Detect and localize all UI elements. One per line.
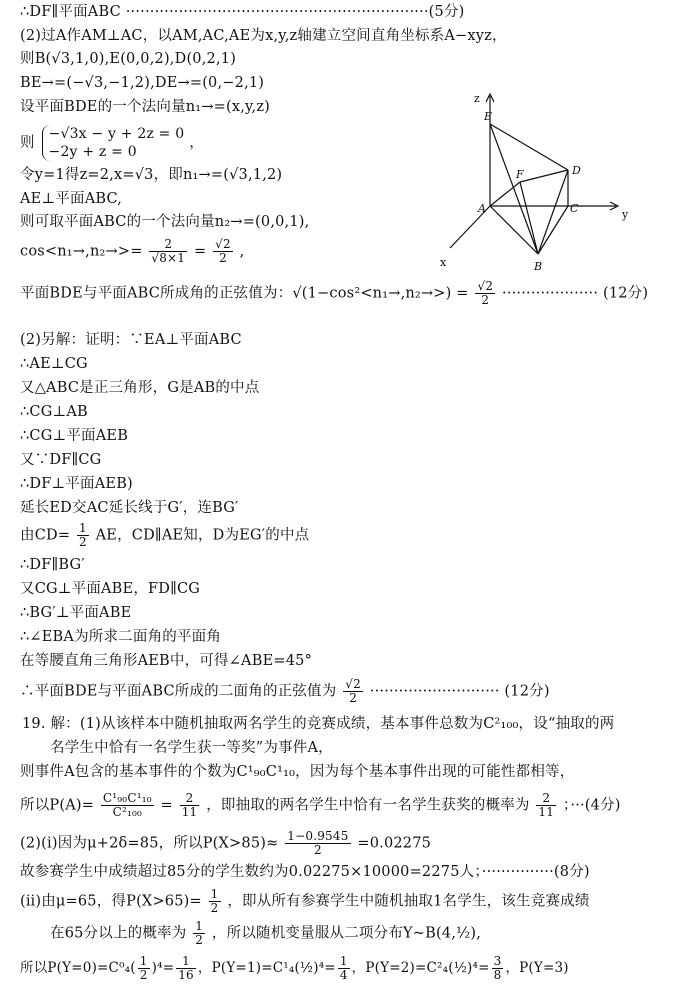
fraction <box>193 920 205 947</box>
text-line: 又CG⊥平面ABE，FD∥CG <box>20 581 201 597</box>
text-line: AE⊥平面ABC, <box>20 191 123 207</box>
fraction-num: 2 <box>536 792 556 806</box>
text-line: ∴BG′⊥平面ABE <box>20 605 132 621</box>
text-line: 设平面BDE的一个法向量n₁→=(x,y,z) <box>20 99 271 115</box>
text-line: 又△ABC是正三角形，G是AB的中点 <box>20 380 260 396</box>
cos-prefix: cos<n₁→,n₂→>= <box>20 243 143 260</box>
fraction <box>343 678 363 705</box>
sin-prefix: 平面BDE与平面ABC所成角的正弦值为：√(1−cos²<n₁→,n₂→>) = <box>20 285 469 302</box>
cos-tail: , <box>239 243 245 260</box>
fraction-num: 1 <box>139 954 148 968</box>
fraction-den: 2 <box>139 968 148 982</box>
fraction-den: 16 <box>178 968 194 982</box>
equation-system <box>42 125 185 161</box>
pa-mid: ，即抽取的两名学生中恰有一名学生获奖的概率为 <box>206 797 530 814</box>
edge-BD <box>538 170 568 254</box>
fraction <box>101 792 154 819</box>
p65-tail: ，即从所有参赛学生中随机抽取1名学生，该生竞赛成绩 <box>227 893 590 910</box>
text-line: 则事件A包含的基本事件的个数为C¹₉₀C¹₁₀，因为每个基本事件出现的可能性都相等， <box>20 764 575 780</box>
fraction-num: 1 <box>176 955 196 969</box>
text-line: 在等腰直角三角形AEB中，可得∠ABE=45° <box>20 653 313 669</box>
fraction-num: 2 <box>149 238 187 252</box>
edge-ED <box>490 124 568 170</box>
fraction-den: 2 <box>314 843 322 857</box>
fraction-num: 2 <box>180 792 200 806</box>
system-eq-2: −2y + z = 0 <box>48 144 137 160</box>
fraction-den: 11 <box>181 805 198 819</box>
sin-tail: ···················· (12分) <box>501 285 649 302</box>
fraction-den: 2 <box>219 251 227 265</box>
pa-line <box>20 792 621 819</box>
fraction-den: 2 <box>195 933 204 947</box>
fraction-num: 3 <box>493 954 502 968</box>
py-prefix: 所以P(Y=0)=C⁰₄( <box>20 960 136 976</box>
label-F: F <box>516 168 524 181</box>
edge-EB <box>490 124 538 254</box>
fraction-num: 1 <box>339 954 348 968</box>
fraction-den: 4 <box>339 968 348 982</box>
final-line <box>20 678 550 705</box>
fraction-num: √2 <box>477 279 494 293</box>
edge-FD <box>520 170 568 182</box>
equals-sign: = <box>160 797 173 814</box>
fraction <box>209 888 221 915</box>
p65-line <box>20 888 590 915</box>
fraction <box>180 792 200 819</box>
fraction <box>338 955 350 982</box>
fraction-num: 1 <box>210 887 219 901</box>
bin-prefix: 在65分以上的概率为 <box>50 925 187 942</box>
fraction <box>213 238 233 265</box>
py-seg: ，P(Y=1)=C¹₄(½)⁴= <box>197 960 336 976</box>
py-seg: ，P(Y=3) <box>505 960 569 976</box>
fraction-num: √2 <box>215 237 231 251</box>
label-E: E <box>484 110 493 123</box>
fraction <box>536 792 556 819</box>
fraction-num: C¹₉₀C¹₁₀ <box>102 791 152 805</box>
px-prefix: (2)(ⅰ)因为μ+2δ=85，所以P(X>85)≈ <box>20 835 279 852</box>
fraction-den: 8 <box>493 968 502 982</box>
fraction-den: 2 <box>349 691 358 705</box>
bin-line <box>50 920 481 947</box>
text-line: (2)过A作AM⊥AC，以AM,AC,AE为x,y,z轴建立空间直角坐标系A−xyz， <box>20 28 507 44</box>
text-line: 19. 解：(1)从该样本中随机抽取两名学生的竞赛成绩，基本事件总数为C²₁₀₀，设“抽取的两 <box>22 716 615 732</box>
fraction-den: 2 <box>210 901 219 915</box>
fraction-den: 2 <box>78 535 87 549</box>
label-D: D <box>572 164 581 177</box>
p65-prefix: (ⅱ)由μ=65，得P(X>65)= <box>20 893 202 910</box>
text-line: 延长ED交AC延长线于G′，连BG′ <box>20 500 239 516</box>
final-tail: ··························· (12分) <box>369 683 550 700</box>
text-line: ∴CG⊥AB <box>20 404 88 420</box>
py-seg: ，P(Y=2)=C²₄(½)⁴= <box>351 960 490 976</box>
label-C: C <box>570 202 579 215</box>
edge-AB <box>490 206 538 254</box>
text-line: ∴∠EBA为所求二面角的平面角 <box>20 629 222 645</box>
fraction-num: 1 <box>195 919 204 933</box>
fraction <box>138 955 150 982</box>
text-line: ∴DF∥BG′ <box>20 557 85 573</box>
text-line: 故参赛学生中成绩超过85分的学生数约为0.02275×10000=2275人；···············(8分) <box>20 864 590 880</box>
text-line: ∴CG⊥平面AEB <box>20 428 129 444</box>
equation-system-line <box>20 125 204 161</box>
label-y: y <box>622 208 629 221</box>
px-tail: =0.02275 <box>357 835 432 852</box>
fraction <box>77 522 89 549</box>
cd-tail: AE，CD∥AE知，D为EG′的中点 <box>95 527 310 544</box>
system-prefix: 则 <box>20 135 35 151</box>
py-line <box>20 955 569 982</box>
fraction <box>475 280 495 307</box>
fraction <box>492 955 504 982</box>
fraction-den: C²₁₀₀ <box>112 805 143 819</box>
final-prefix: ∴平面BDE与平面ABC所成的二面角的正弦值为 <box>20 683 337 700</box>
text-line: ∴DF⊥平面AEB) <box>20 476 133 492</box>
text-line: 则B(√3,1,0),E(0,0,2),D(0,2,1) <box>20 51 237 67</box>
text-line: 令y=1得z=2,x=√3，即n₁→=(√3,1,2) <box>20 167 283 183</box>
label-A: A <box>478 202 486 215</box>
cd-prefix: 由CD= <box>20 527 71 544</box>
text-line: 则可取平面ABC的一个法向量n₂→=(0,0,1), <box>20 214 310 230</box>
text-line: 名学生中恰有一名学生获一等奖”为事件A， <box>50 740 333 756</box>
label-B: B <box>534 260 543 273</box>
fraction-den: 11 <box>538 805 555 819</box>
equals-sign: = <box>193 243 207 260</box>
pa-tail: ；···(4分) <box>562 797 621 814</box>
px-line <box>20 830 431 857</box>
fraction-num: 1 <box>78 521 87 535</box>
text-line: ∴AE⊥CG <box>20 356 88 372</box>
fraction-den: 2 <box>481 293 490 307</box>
cos-line <box>20 238 244 265</box>
pa-prefix: 所以P(A)= <box>20 797 95 814</box>
label-x: x <box>440 256 447 269</box>
fraction-num: 1−0.9545 <box>287 829 349 843</box>
fraction-num: √2 <box>345 677 361 691</box>
fraction <box>149 238 187 265</box>
text-line: (2)另解：证明：∵EA⊥平面ABC <box>20 332 242 348</box>
fraction-den: √8×1 <box>151 251 186 265</box>
cd-line <box>20 522 309 549</box>
sin-line <box>20 280 648 307</box>
geometry-figure <box>430 88 645 278</box>
label-z: z <box>474 92 480 105</box>
text-line: BE→=(−√3,−1,2),DE→=(0,−2,1) <box>20 75 265 91</box>
text-line: 又∵DF∥CG <box>20 452 102 468</box>
system-eq-1: −√3x − y + 2z = 0 <box>48 126 185 142</box>
fraction <box>285 830 350 857</box>
edge-FB <box>520 182 538 254</box>
bin-tail: ，所以随机变量服从二项分布Y~B(4,½), <box>211 925 482 942</box>
system-tail: ， <box>189 135 204 151</box>
text-line: ∴DF∥平面ABC ·······························································(5分) <box>20 4 465 20</box>
py-mid: )⁴= <box>151 960 175 976</box>
fraction <box>176 955 196 982</box>
